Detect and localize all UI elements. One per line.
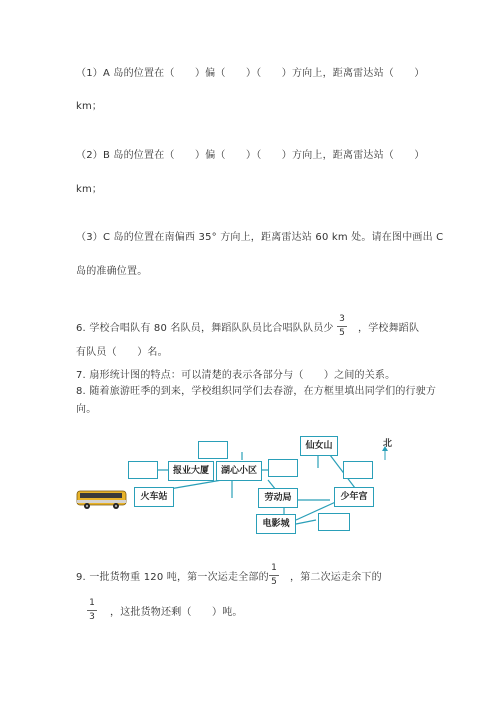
question-9-line1-part1: 9. 一批货物重 120 吨，第一次运走全部的 (76, 572, 269, 583)
fraction-numerator: 3 (339, 314, 345, 324)
question-b-line1: （2）B 岛的位置在（ ）偏（ ）（ ）方向上，距离雷达站（ ） (76, 150, 425, 161)
question-8-line1: 8. 随着旅游旺季的到来，学校组织同学们去春游，在方框里填出同学们的行驶方 (76, 386, 437, 397)
fraction-bar (87, 610, 97, 611)
place-newspaper-building: 报业大厦 (168, 461, 214, 481)
fraction-denominator: 5 (271, 577, 277, 587)
place-fairy-mountain: 仙女山 (300, 436, 338, 456)
answer-box-4[interactable] (343, 461, 373, 479)
question-a-line2: km； (76, 101, 103, 112)
answer-box-1[interactable] (128, 461, 158, 479)
place-train-station: 火车站 (134, 487, 174, 507)
fraction-bar (269, 575, 279, 576)
answer-box-2[interactable] (198, 441, 228, 459)
fraction-numerator: 1 (89, 598, 95, 608)
north-label: 北 (383, 439, 393, 449)
answer-box-3[interactable] (268, 459, 298, 477)
question-6-line2: 有队员（ ）名。 (76, 347, 168, 358)
place-cinema: 电影城 (256, 514, 296, 534)
place-youth-palace: 少年宫 (334, 487, 374, 507)
bus-icon (76, 488, 128, 512)
question-c-line2: 岛的准确位置。 (76, 266, 148, 277)
place-labor-bureau: 劳动局 (258, 488, 298, 508)
answer-box-5[interactable] (318, 513, 350, 531)
question-9-line2: ，这批货物还剩（ ）吨。 (110, 607, 243, 618)
question-a-line1: （1）A 岛的位置在（ ）偏（ ）（ ）方向上，距离雷达站（ ） (76, 68, 425, 79)
fraction-numerator: 1 (271, 563, 277, 573)
question-7: 7. 扇形统计图的特点：可以清楚的表示各部分与（ ）之间的关系。 (76, 370, 396, 381)
fraction-denominator: 3 (89, 612, 95, 622)
question-6-line1-part1: 6. 学校合唱队有 80 名队员，舞蹈队队员比合唱队队员少 (76, 323, 334, 334)
place-lake-community: 湖心小区 (216, 461, 262, 481)
question-9-line1-part2: ，第二次运走余下的 (290, 572, 382, 583)
question-6-line1-part2: ，学校舞蹈队 (358, 323, 420, 334)
question-8-line2: 向。 (76, 404, 97, 415)
question-c-line1: （3）C 岛的位置在南偏西 35° 方向上，距离雷达站 60 km 处。请在图中画出 C (76, 232, 444, 243)
question-b-line2: km； (76, 184, 103, 195)
question-9-fraction-1 (268, 563, 280, 588)
fraction-denominator: 5 (339, 328, 345, 338)
question-9-fraction-2 (86, 598, 98, 623)
